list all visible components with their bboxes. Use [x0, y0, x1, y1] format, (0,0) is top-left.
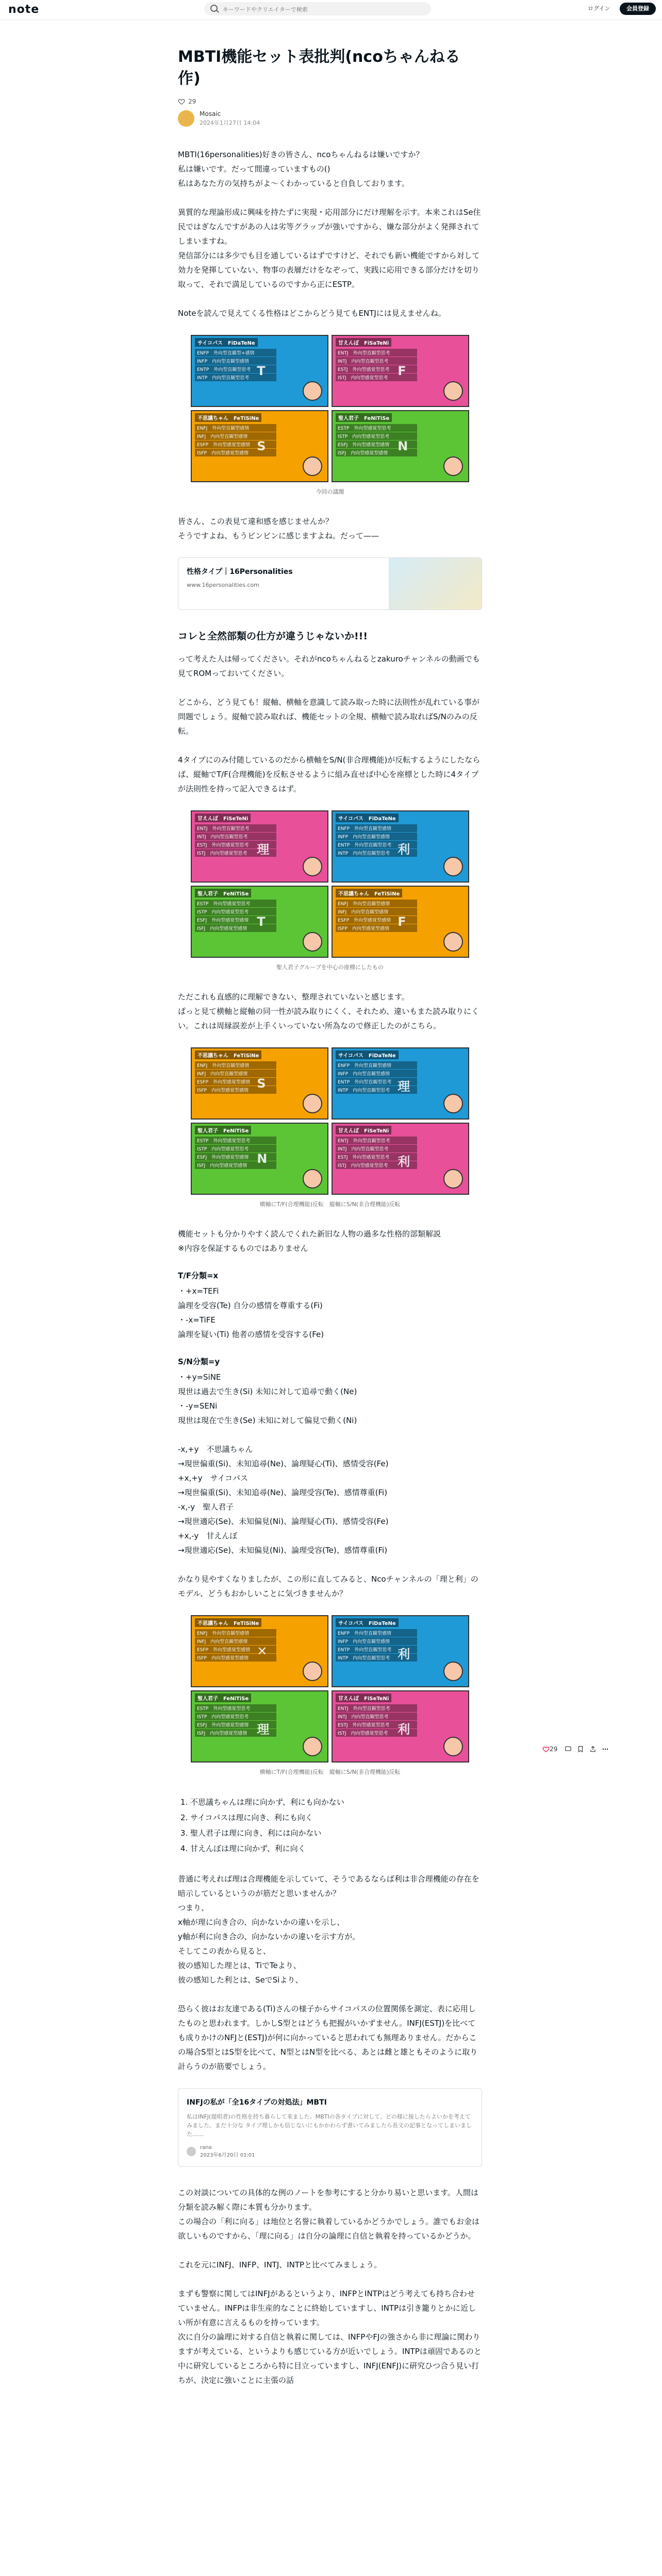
- paragraph: ・+y=SiNE 現世は過去で生き(Si) 未知に対して追尋で動く(Ne) ・-y=SENi 現世は現在で生き(Se) 未知に対して偏見で動く(Ni): [178, 1372, 357, 1425]
- login-link[interactable]: ログイン: [588, 5, 610, 12]
- chart-quadrant: [191, 886, 328, 958]
- quadrant-line: ISFP 内向型感覚型感情: [336, 924, 417, 932]
- quadrant-title: 甘えんぼ FiSeTeNi: [195, 814, 251, 822]
- mbti-chart-image: [191, 810, 469, 958]
- chart-quadrant: [332, 810, 469, 883]
- embedded-note-description: 私はINFJ(提唱者)の性格を持ち暮らして来ました。MBTIの各タイプに対して、どの様に接したらよいかを考えてみました。まだ十分な タイプ理しかも信じないにもかかわらず書いてみましたら長文の記事となってしまいました……: [187, 2113, 472, 2138]
- quadrant-line: INFP 内向型直観型感情: [336, 1070, 417, 1077]
- character-face-icon: [443, 456, 463, 476]
- quadrant-line: ESFP 外向型感覚型感情: [195, 440, 276, 448]
- chart-quadrant: [191, 810, 328, 883]
- subheading: T/F分類=x: [178, 1271, 219, 1280]
- quadrant-line: ENTJ 外向型直観型思考: [336, 1137, 417, 1144]
- image-caption: 聖人君子グループを中心の座標にしたもの: [276, 964, 384, 971]
- quadrant-title: サイコパス FiDaTeNe: [336, 814, 399, 822]
- character-face-icon: [303, 1737, 322, 1756]
- note-logo[interactable]: note: [8, 3, 40, 16]
- quadrant-letter: 利: [398, 1647, 410, 1662]
- paragraph: 普通に考えれば理は合理機能を示していて、そうであるならば利は非合理機能の存在を暗示しているというのが筋だと思いませんか？ つまり、 x軸が理に向き合の、向かないかの違いを示し、 y軸が利に向き合の、向かないかの違いを示す方が。 そしてこの表から見ると、 彼の感知した理とは、TiでTeより、 彼の感知した利とは、SeでSiより、: [178, 1874, 479, 1985]
- quadrant-line: ENFP 外向型直観型+感情: [195, 349, 276, 357]
- list-item: 2. サイコパスは理に向き、利にも向く: [190, 1810, 482, 1825]
- article: [178, 46, 482, 2402]
- quadrant-letter: 理: [398, 1079, 410, 1094]
- chart-quadrant: [332, 335, 469, 407]
- quadrant-line: ESTJ 外向型感覚型思考: [336, 365, 417, 373]
- floating-action-bar: [542, 1745, 609, 1753]
- quadrant-letter: T: [257, 364, 266, 379]
- list-item: 3. 聖人君子は理に向き、利には向かない: [190, 1825, 482, 1841]
- quadrant-title: 甘えんぼ FiSeTeNi: [336, 1126, 391, 1134]
- quadrant-letter: 利: [398, 1155, 410, 1170]
- more-icon[interactable]: [602, 1745, 609, 1753]
- character-face-icon: [303, 456, 322, 476]
- signup-button[interactable]: 会員登録: [620, 3, 656, 15]
- paragraph: どこから、どう見ても！縦軸、横軸を意識して読み取った時に法則性が乱れている事が問題でしょう。縦軸で読み取れば、機能セットの全規、横軸で読み取ればS/Nのみの反転。: [178, 698, 480, 736]
- quadrant-line: ISTJ 内向型感覚型思考: [336, 1729, 417, 1737]
- embedded-note-title: INFJの私が「全16タイプの対処法」MBTI: [187, 2098, 327, 2107]
- paragraph: ・+x=TEFi 論理を受容(Te) 自分の感情を尊重する(Fi) ・-x=TiFE 論理を疑い(Ti) 他者の感情を受容する(Fe): [178, 1286, 324, 1339]
- chart-quadrant: [332, 1615, 469, 1687]
- quadrant-line: ISTP 内向型感覚型思考: [336, 432, 417, 440]
- image-caption: 横軸にT/F(合理機能)反転 縦軸にS/N(非合理機能)反転: [259, 1201, 401, 1208]
- quadrant-line: INTJ 内向型直観型思考: [336, 1713, 417, 1720]
- paragraph: って考えた人は帰ってください。それがncoちゃんねるとzakuroチャンネルの動画でも見てROMっておいてください。: [178, 654, 480, 678]
- chart-quadrant: [332, 886, 469, 958]
- quadrant-title: 不思議ちゃん FeTiSiNe: [195, 413, 261, 422]
- character-face-icon: [303, 932, 322, 952]
- quadrant-line: ISTP 内向型感覚型思考: [195, 908, 276, 916]
- heart-icon[interactable]: [178, 98, 185, 105]
- quadrant-letter: T: [257, 914, 266, 929]
- character-face-icon: [303, 1662, 322, 1681]
- mbti-chart-image: [191, 1615, 469, 1762]
- quadrant-line: INFJ 内向型直観型感情: [195, 1070, 276, 1077]
- character-face-icon: [303, 381, 322, 401]
- quadrant-line: ISFJ 内向型感覚型感情: [195, 1161, 276, 1169]
- paragraph: この対談についての具体的な例のノートを参考にすると分かり易いと思います。人間は分類を読み解く際に本質も分かります。 この場合の「利に向る」は地位と名誉に執着しているかどうかでしょう。誰でもお金は欲しいものですから、「理に向る」は自分の論理に自信と執着を持っているかどうか。: [178, 2188, 480, 2241]
- quadrant-line: ISTJ 内向型感覚型思考: [336, 374, 417, 381]
- quadrant-title: 不思議ちゃん FeTiSiNe: [195, 1050, 261, 1059]
- quadrant-line: ESFP 外向型感覚型感情: [336, 916, 417, 924]
- quadrant-letter: S: [257, 1076, 266, 1091]
- character-face-icon: [443, 381, 463, 401]
- image-caption: 今回の議題: [316, 488, 344, 495]
- quadrant-title: 甘えんぼ FiSeTeNi: [336, 1693, 391, 1702]
- quadrant-letter: F: [398, 914, 406, 929]
- character-face-icon: [303, 857, 322, 876]
- quadrant-line: ISFP 内向型感覚型感情: [195, 449, 276, 456]
- paragraph: ただこれも直感的に理解できない、整理されていないと感じます。 ぱっと見て横軸と縦軸の同一性が読み取りにくく、それため、違いもまた読み取りにくい。これは周縁誤差が上手くいっていない所為なので修正したのがこちら。: [178, 992, 479, 1030]
- post-date: 2024年1月27日 14:04: [200, 120, 260, 126]
- embedded-note-card[interactable]: [178, 2088, 482, 2167]
- quadrant-line: INFP 内向型直観型感情: [336, 833, 417, 840]
- avatar[interactable]: [178, 110, 194, 127]
- chart-quadrant: [191, 1615, 328, 1687]
- quadrant-line: ENFP 外向型直観型感情: [336, 1061, 417, 1069]
- quadrant-line: ESFJ 外向型感覚型感情: [195, 1153, 276, 1161]
- paragraph: MBTI(16personalities)好きの皆さん、ncoちゃんねるは嫌いですか？ 私は嫌いです。だって間違っていますもの() 私はあなた方の気持ちがよ〜くわかっていると自負しております。: [178, 150, 424, 188]
- chart-quadrant: [191, 335, 328, 407]
- comment-icon[interactable]: [565, 1745, 572, 1753]
- link-card-title: 性格タイプ｜16Personalities: [187, 568, 293, 576]
- share-icon[interactable]: [589, 1745, 597, 1753]
- quadrant-letter: ✕: [257, 1644, 268, 1659]
- list-item: 1. 不思議ちゃんは理に向かず、利にも向かない: [190, 1794, 482, 1810]
- quadrant-line: INFJ 内向型直観型感情: [195, 432, 276, 440]
- character-face-icon: [443, 1662, 463, 1681]
- quadrant-line: ENFP 外向型直観型感情: [336, 1629, 417, 1637]
- quadrant-line: ENFJ 外向型直観型感情: [336, 900, 417, 907]
- paragraph: まずも警察に関してはINFJがあるというより、INFPとINTPはどう考えても持ち合わせていません。INFPは非生産的なことに終始していますし、INTPは引き籠りとかに近しい所が有意に言えるものを持っています。 次に自分の論理に対する自信と執着に関しては、INFPやFJの強さから非に理論に関わりますが考えている、というよりも感じている方が近いでしょう。INTPは頑固であるのと中に研究しているところから特に目立っていますし、INFJ(ENFJ)に研究ひつ合う見い打ちが、決定に強いことに主張の話: [178, 2289, 482, 2385]
- subheading: S/N分類=y: [178, 1357, 220, 1366]
- quadrant-line: ISTP 内向型感覚型思考: [195, 1145, 276, 1153]
- search-input[interactable]: [222, 4, 420, 14]
- quadrant-line: ISFJ 内向型感覚型感情: [195, 1729, 276, 1737]
- quadrant-line: INTJ 内向型直観型思考: [195, 833, 276, 840]
- quadrant-letter: S: [257, 439, 266, 454]
- quadrant-line: ESTJ 外向型感覚型思考: [336, 1153, 417, 1161]
- like-count: 29: [550, 1745, 558, 1753]
- quadrant-line: INTP 内向型直観型思考: [336, 849, 417, 857]
- numbered-list: [178, 1794, 482, 1856]
- quadrant-line: ISTJ 内向型感覚型思考: [336, 1161, 417, 1169]
- paragraph: 恐らく彼はお友達である(Ti)さんの様子からサイコパスの位置関係を測定、表に応用したものと思われます。しかしS型とはどうも把握がいかずません。INFJ(ESTJ)を比べても成りかけのNFJと(ESTJ)が何に向かっていると思われても無理ありません。だからこの場合S型とはS型を比べて、N型とはN型を比べる、あとは雌と雄ともそのように取り計らうのが筋要でしょう。: [178, 2004, 478, 2071]
- chart-quadrant: [191, 1690, 328, 1762]
- quadrant-line: INFJ 内向型直観型感情: [336, 908, 417, 916]
- quadrant-line: INFP 内向型直観型感情: [336, 1637, 417, 1645]
- quadrant-title: 甘えんぼ FiSaTeNi: [336, 338, 391, 347]
- link-card-thumbnail: [389, 558, 482, 609]
- quadrant-line: ESTP 外向型感覚型思考: [195, 1704, 276, 1712]
- quadrant-line: ESFP 外向型感覚型感情: [195, 1078, 276, 1086]
- quadrant-line: ENFJ 外向型直観型感情: [195, 1061, 276, 1069]
- mbti-chart-image: [191, 335, 469, 482]
- paragraph: 異質的な理論形成に興味を持たずに実現・応用部分にだけ理解を示す。本来これはSe住民ではぎなんですがあの人は劣等グラップが強いですから、嫌な部分がよく発揮されてしまいますね。 発信部分には多少でも目を通しているはずですけど、それでも新い機能ですから対して効力を発揮していない、物事の表層だけをなぞって、実践に応用できる部分だけを切り取って、それで満足しているのですから正にESTP。: [178, 208, 481, 289]
- image-caption: 横軸にT/F(合理機能)反転 縦軸にS/N(非合理機能)反転: [259, 1769, 401, 1775]
- quadrant-line: ENTP 外向型直観型思考: [336, 841, 417, 849]
- quadrant-line: ESFJ 外向型感覚型感情: [336, 440, 417, 448]
- quadrant-letter: 利: [398, 1722, 410, 1737]
- quadrant-line: ESTP 外向型感覚型思考: [195, 900, 276, 907]
- quadrant-title: 不思議ちゃん FeTiSiNe: [336, 889, 402, 897]
- quadrant-line: ESTP 外向型感覚型思考: [336, 424, 417, 432]
- quadrant-line: ESFP 外向型感覚型感情: [195, 1646, 276, 1653]
- character-face-icon: [443, 857, 463, 876]
- quadrant-letter: N: [398, 439, 408, 454]
- chart-quadrant: [191, 1123, 328, 1195]
- quadrant-title: 聖人君子 FeNiTiSe: [195, 889, 251, 897]
- paragraph: かなり見やすくなりましたが、この形に直してみると、Ncoチャンネルの「理と利」のモデル、どうもおかしいことに気づきませんか？: [178, 1574, 478, 1598]
- character-face-icon: [443, 1094, 463, 1113]
- quadrant-title: 聖人君子 FeNiTiSe: [336, 413, 392, 422]
- author-block[interactable]: [178, 110, 482, 127]
- heart-icon[interactable]: [542, 1745, 550, 1753]
- chart-quadrant: [191, 410, 328, 482]
- quadrant-letter: F: [398, 364, 406, 379]
- search-bar[interactable]: [204, 2, 431, 15]
- article-title: MBTI機能セット表批判(ncoちゃんねる作): [178, 48, 460, 88]
- bookmark-icon[interactable]: [577, 1745, 584, 1753]
- quadrant-line: ISTJ 内向型感覚型思考: [195, 849, 276, 857]
- quadrant-line: ENTJ 外向型直観型思考: [336, 349, 417, 357]
- quadrant-line: INTP 内向型直観型思考: [336, 1086, 417, 1094]
- quadrant-line: INTJ 内向型直観型思考: [336, 357, 417, 365]
- quadrant-line: INFJ 内向型直観型感情: [195, 1637, 276, 1645]
- paragraph: -x,+y 不思議ちゃん →現世偏重(Si)、未知追尋(Ne)、論理疑心(Ti)、感情受容(Fe) +x,+y サイコパス →現世偏重(Si)、未知追尋(Ne)、論理受容(Te)、感情尊重(Fi) -x,-y 聖人君子 →現世適応(Se)、未知偏見(Ni)、論理疑心(Ti)、感情受容(Fe) +x,-y 甘えんぼ →現世適応(Se)、未知偏見(Ni)、論理受容(Te)、感情尊重(Fi): [178, 1445, 389, 1555]
- quadrant-letter: N: [257, 1151, 268, 1166]
- quadrant-letter: 理: [257, 1722, 270, 1737]
- quadrant-letter: 利: [398, 842, 410, 857]
- quadrant-title: 聖人君子 FeNiTiSe: [195, 1693, 251, 1702]
- quadrant-line: ENTJ 外向型直観型思考: [336, 1704, 417, 1712]
- paragraph: 皆さん、この表見て違和感を感じませんか？ そうですよね、もうビンビンに感じますよね。だって——: [178, 517, 379, 540]
- quadrant-line: ENFP 外向型直観型感情: [336, 824, 417, 832]
- author-name[interactable]: Mosaic: [200, 110, 221, 117]
- character-face-icon: [443, 932, 463, 952]
- quadrant-line: ESTJ 外向型感覚型思考: [195, 841, 276, 849]
- search-icon: [210, 5, 218, 12]
- paragraph: 4タイプにのみ付随しているのだから横軸をS/N(非合理機能)が反転するようにしたならば、縦軸でT/F(合理機能)を反転させるように組み直せば中心を座標とした時に4タイプが法則性を持って記入できるはず。: [178, 755, 481, 793]
- quadrant-letter: 理: [257, 842, 270, 857]
- character-face-icon: [443, 1169, 463, 1189]
- top-header: [0, 0, 662, 20]
- list-item: 4. 甘えんぼは理に向かず、利に向く: [190, 1841, 482, 1856]
- chart-quadrant: [191, 1047, 328, 1120]
- quadrant-title: 不思議ちゃん FeTiSiNe: [195, 1618, 261, 1627]
- like-row: [178, 98, 482, 105]
- quadrant-line: ISTP 内向型感覚型思考: [195, 1713, 276, 1720]
- quadrant-title: 聖人君子 FeNiTiSe: [195, 1126, 251, 1134]
- quadrant-title: サイコパス FiDaTeNe: [336, 1618, 399, 1627]
- quadrant-line: INTJ 内向型直観型思考: [336, 1145, 417, 1153]
- quadrant-line: ISFP 内向型感覚型感情: [195, 1654, 276, 1662]
- quadrant-line: ESFJ 外向型感覚型感情: [195, 1721, 276, 1728]
- link-card-url: www.16personalities.com: [187, 582, 259, 588]
- quadrant-title: サイコパス FiDaTeNe: [195, 338, 258, 347]
- quadrant-line: ESFJ 外向型感覚型感情: [195, 916, 276, 924]
- quadrant-line: ENTP 外向型直観型思考: [336, 1078, 417, 1086]
- quadrant-line: ENFJ 外向型直観型感情: [195, 1629, 276, 1637]
- quadrant-line: INFP 内向型直観型感情: [195, 357, 276, 365]
- quadrant-line: INTP 内向型直観型思考: [195, 374, 276, 381]
- quadrant-line: ENTJ 外向型直観型思考: [195, 824, 276, 832]
- paragraph: Noteを読んで見えてくる性格はどこからどう見てもENTJには見えませんね。: [178, 309, 446, 318]
- quadrant-line: ISFJ 内向型感覚型感情: [336, 449, 417, 456]
- character-face-icon: [303, 1094, 322, 1113]
- like-count: 29: [188, 98, 196, 105]
- quadrant-line: ESTJ 外向型感覚型思考: [336, 1721, 417, 1728]
- chart-quadrant: [332, 1123, 469, 1195]
- link-card[interactable]: [178, 557, 482, 610]
- quadrant-line: ESTP 外向型感覚型思考: [195, 1137, 276, 1144]
- section-heading: コレと全然部類の仕方が違うじゃないか!!!: [178, 631, 368, 642]
- paragraph: これを元にINFJ、INFP、INTJ、INTPと比べてみましょう。: [178, 2260, 382, 2269]
- mbti-chart-image: [191, 1047, 469, 1195]
- chart-quadrant: [332, 1690, 469, 1762]
- quadrant-line: ISFP 内向型感覚型感情: [195, 1086, 276, 1094]
- embedded-note-author: rana: [200, 2145, 212, 2150]
- character-face-icon: [303, 1169, 322, 1189]
- quadrant-line: ENTP 外向型直観型思考: [336, 1646, 417, 1653]
- quadrant-line: INTP 内向型直観型思考: [336, 1654, 417, 1662]
- quadrant-line: ENFJ 外向型直観型感情: [195, 424, 276, 432]
- quadrant-line: ENTP 外向型直観型思考: [195, 365, 276, 373]
- quadrant-title: サイコパス FiDaTeNe: [336, 1050, 399, 1059]
- avatar: [187, 2147, 196, 2156]
- embedded-note-date: 2023年6月20日 01:01: [200, 2153, 255, 2158]
- chart-quadrant: [332, 410, 469, 482]
- quadrant-line: ISFJ 内向型感覚型感情: [195, 924, 276, 932]
- chart-quadrant: [332, 1047, 469, 1120]
- paragraph: 機能セットも分かりやすく読んでくれた新旧な人物の過多な性格的部類解説 ※内容を保証するものではありません: [178, 1229, 441, 1253]
- character-face-icon: [443, 1737, 463, 1756]
